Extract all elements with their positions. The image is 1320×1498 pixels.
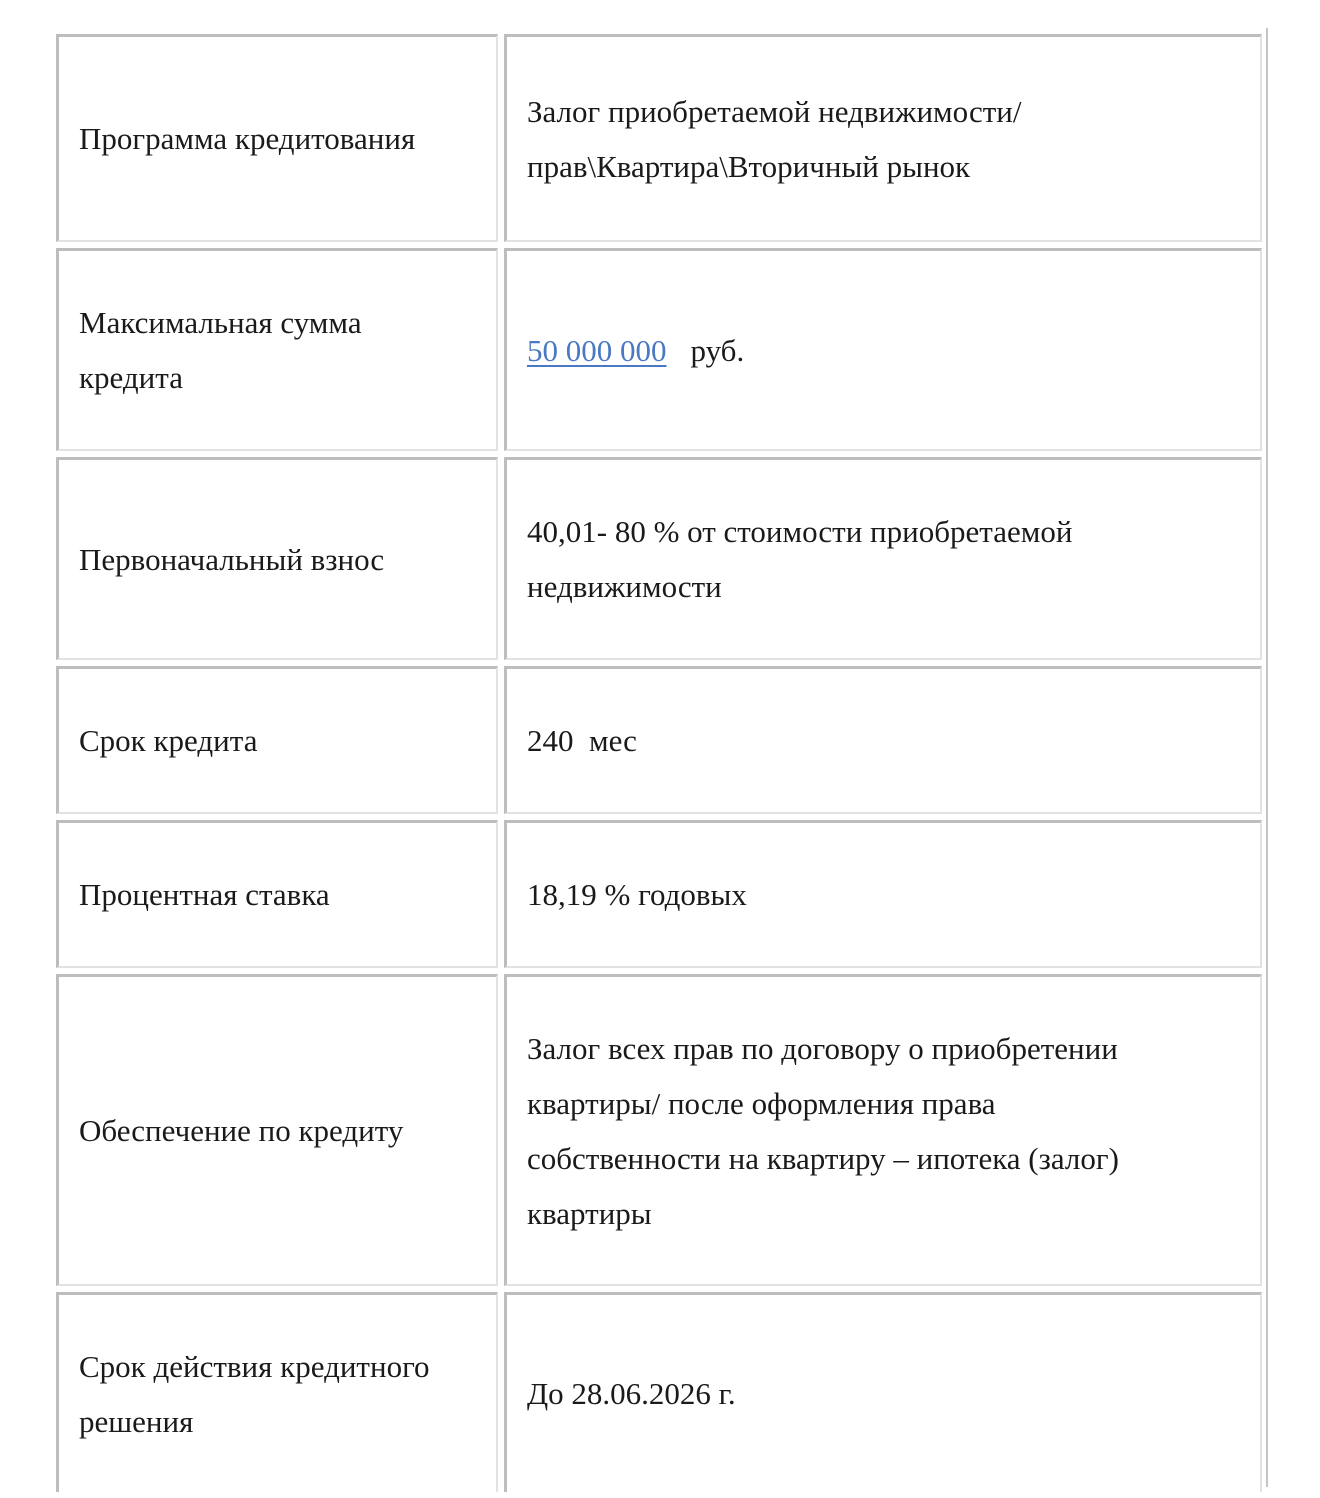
value-rate: 18,19 % годовых <box>527 877 747 912</box>
value-cell <box>504 248 1262 451</box>
value-cell <box>504 1292 1262 1492</box>
table-row-collateral <box>56 974 1262 1286</box>
label-cell <box>56 974 498 1286</box>
table-row-down-payment <box>56 457 1262 660</box>
label-cell <box>56 248 498 451</box>
label-cell <box>56 820 498 968</box>
value-max-amount <box>527 323 744 378</box>
table-row-term <box>56 666 1262 814</box>
value-cell <box>504 457 1262 660</box>
loan-terms-table <box>56 34 1262 1498</box>
value-program: Залог приобретаемой недвижимости/ прав\Квартира\Вторичный рынок <box>527 93 1022 184</box>
label-program: Программа кредитования <box>79 121 416 156</box>
label-max-amount: Максимальная сумма кредита <box>79 305 362 395</box>
value-term: 240 мес <box>527 723 637 758</box>
value-down-payment: 40,01- 80 % от стоимости приобретаемой недвижимости <box>527 514 1073 604</box>
label-decision-validity: Срок действия кредитного решения <box>79 1348 430 1439</box>
value-cell <box>504 974 1262 1286</box>
table-row-max-amount <box>56 248 1262 451</box>
value-decision-validity: До 28.06.2026 г. <box>527 1376 736 1411</box>
label-cell <box>56 1292 498 1492</box>
label-cell <box>56 457 498 660</box>
value-cell <box>504 34 1262 242</box>
value-collateral: Залог всех прав по договору о приобретении квартиры/ после оформления права собственности на квартиру – ипотека (залог) квартиры <box>527 1030 1119 1231</box>
value-cell <box>504 666 1262 814</box>
label-term: Срок кредита <box>79 723 258 758</box>
amount-link[interactable]: 50 000 000 <box>527 332 667 368</box>
table-outer-border <box>1266 28 1268 1487</box>
label-down-payment: Первоначальный взнос <box>79 541 385 577</box>
table-row-program <box>56 34 1262 242</box>
value-cell <box>504 820 1262 968</box>
table-row-rate <box>56 820 1262 968</box>
label-cell <box>56 34 498 242</box>
table-row-decision-validity <box>56 1292 1262 1492</box>
label-cell <box>56 666 498 814</box>
label-collateral: Обеспечение по кредиту <box>79 1113 404 1148</box>
label-rate: Процентная ставка <box>79 877 330 912</box>
amount-unit: руб. <box>690 332 745 368</box>
